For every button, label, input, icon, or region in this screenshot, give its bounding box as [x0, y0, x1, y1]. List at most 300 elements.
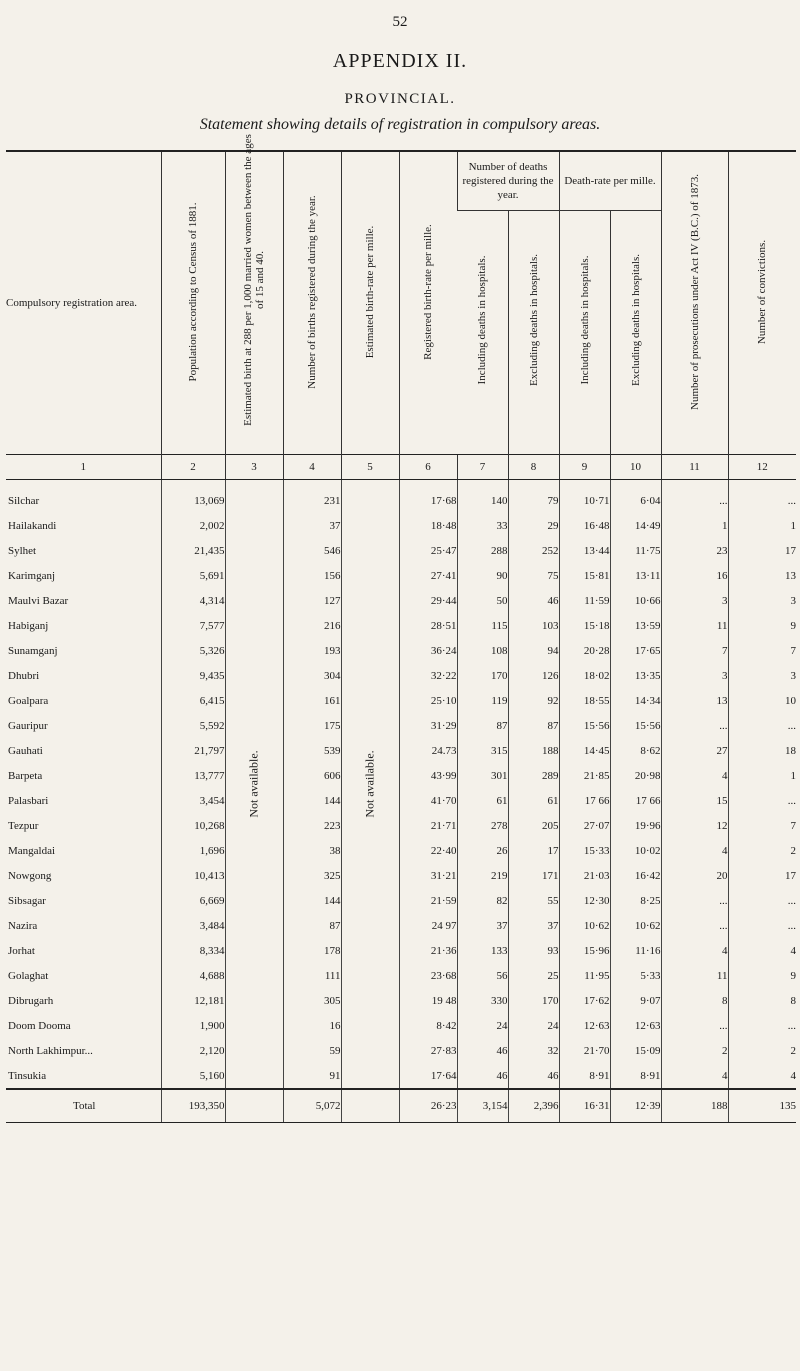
table-cell: ... [661, 713, 728, 738]
table-row [6, 963, 796, 988]
table-cell: 4 [728, 1063, 796, 1089]
table-cell: 5,160 [161, 1063, 225, 1089]
table-cell: 115 [457, 613, 508, 638]
col-num: 9 [559, 455, 610, 480]
table-cell: 11·75 [610, 538, 661, 563]
table-cell: 539 [283, 738, 341, 763]
table-cell: 21·85 [559, 763, 610, 788]
table-cell: ... [728, 888, 796, 913]
table-cell: 19·96 [610, 813, 661, 838]
table-cell: 17 [728, 863, 796, 888]
table-cell: 2 [728, 838, 796, 863]
table-cell: 75 [508, 563, 559, 588]
table-row [6, 788, 796, 813]
table-cell: 17·68 [399, 480, 457, 514]
header-estimated-birth: Estimated birth at 288 per 1,000 married women between the ages of 15 and 40. [225, 151, 283, 455]
table-cell: 20·28 [559, 638, 610, 663]
page-number: 52 [392, 14, 408, 30]
table-cell: 11 [661, 963, 728, 988]
table-cell: 205 [508, 813, 559, 838]
table-cell: 4 [728, 938, 796, 963]
table-row [6, 613, 796, 638]
table-cell: 8·91 [559, 1063, 610, 1089]
table-cell: 278 [457, 813, 508, 838]
table-row [6, 938, 796, 963]
table-cell: 27·41 [399, 563, 457, 588]
table-cell: 21·36 [399, 938, 457, 963]
table-row [6, 663, 796, 688]
table-cell: 126 [508, 663, 559, 688]
table-cell: 59 [283, 1038, 341, 1063]
table-cell: 9,435 [161, 663, 225, 688]
estimated-birth-not-available [225, 480, 283, 1090]
table-cell: 103 [508, 613, 559, 638]
col-num: 8 [508, 455, 559, 480]
table-cell: 127 [283, 588, 341, 613]
table-cell: 31·29 [399, 713, 457, 738]
table-cell: 10·66 [610, 588, 661, 613]
table-body [6, 480, 796, 1123]
table-row [6, 1013, 796, 1038]
total-cell: 12·39 [610, 1089, 661, 1123]
table-cell: 37 [283, 513, 341, 538]
area-name: North Lakhimpur... [8, 1044, 93, 1057]
table-cell: 175 [283, 713, 341, 738]
table-cell: 24 97 [399, 913, 457, 938]
table-cell: 19 48 [399, 988, 457, 1013]
area-name: Nazira [8, 919, 38, 932]
table-cell: ... [728, 1013, 796, 1038]
table-cell: 94 [508, 638, 559, 663]
table-row [6, 588, 796, 613]
table-cell: 10·62 [610, 913, 661, 938]
table-cell: 16 [661, 563, 728, 588]
table-cell: 1,900 [161, 1013, 225, 1038]
table-cell: 46 [457, 1038, 508, 1063]
table-cell: 91 [283, 1063, 341, 1089]
table-cell: 15·56 [559, 713, 610, 738]
table-row [6, 1038, 796, 1063]
table-cell: 24 [508, 1013, 559, 1038]
table-cell: 12,181 [161, 988, 225, 1013]
table-cell: 12 [661, 813, 728, 838]
table-cell: 17·64 [399, 1063, 457, 1089]
estimated-birth-rate-not-available [341, 480, 399, 1090]
area-name: Doom Dooma [8, 1019, 71, 1032]
table-cell: 13·59 [610, 613, 661, 638]
area-name: Habiganj [8, 619, 49, 632]
table-cell: 144 [283, 788, 341, 813]
table-cell: 21,797 [161, 738, 225, 763]
table-row [6, 513, 796, 538]
table-cell: 6,669 [161, 888, 225, 913]
table-cell: 16 [283, 1013, 341, 1038]
table-cell: 21,435 [161, 538, 225, 563]
col-num: 1 [6, 455, 161, 480]
table-cell: 20 [661, 863, 728, 888]
table-cell: 1 [661, 513, 728, 538]
table-cell: 33 [457, 513, 508, 538]
table-cell: 13,069 [161, 480, 225, 514]
table-cell: 8,334 [161, 938, 225, 963]
table-cell: ... [661, 888, 728, 913]
table-cell: 546 [283, 538, 341, 563]
header-deaths-group: Number of deaths registered during the year. [457, 151, 559, 211]
table-cell: 15·96 [559, 938, 610, 963]
table-cell: 7 [728, 813, 796, 838]
table-cell: 4 [661, 938, 728, 963]
table-cell: 4 [661, 1063, 728, 1089]
col-num: 3 [225, 455, 283, 480]
table-cell: 93 [508, 938, 559, 963]
table-cell: 38 [283, 838, 341, 863]
col-num: 4 [283, 455, 341, 480]
table-cell: 171 [508, 863, 559, 888]
header-excl-rate: Excluding deaths in hospitals. [610, 211, 661, 455]
header-births-registered: Number of births registered during the year. [283, 151, 341, 455]
table-cell: 4,688 [161, 963, 225, 988]
table-cell: 1,696 [161, 838, 225, 863]
table-cell: 87 [457, 713, 508, 738]
table-cell: 27·07 [559, 813, 610, 838]
header-death-rate-group: Death-rate per mille. [559, 151, 661, 211]
table-cell: 28·51 [399, 613, 457, 638]
table-cell: 9 [728, 613, 796, 638]
table-cell: 15·81 [559, 563, 610, 588]
total-cell: 2,396 [508, 1089, 559, 1123]
table-row [6, 913, 796, 938]
table-cell: 36·24 [399, 638, 457, 663]
table-cell: 330 [457, 988, 508, 1013]
table-cell: 13·11 [610, 563, 661, 588]
table-cell: 216 [283, 613, 341, 638]
table-cell: 288 [457, 538, 508, 563]
table-cell: 7 [661, 638, 728, 663]
table-cell: 29 [508, 513, 559, 538]
table-cell: 119 [457, 688, 508, 713]
table-cell: 10,268 [161, 813, 225, 838]
total-empty-cell [341, 1089, 399, 1123]
table-cell: 24 [457, 1013, 508, 1038]
table-cell: 304 [283, 663, 341, 688]
area-name: Dibrugarh [8, 994, 54, 1007]
table-cell: 17·65 [610, 638, 661, 663]
total-cell: 26·23 [399, 1089, 457, 1123]
table-cell: 61 [457, 788, 508, 813]
table-cell: 55 [508, 888, 559, 913]
table-cell: 27·83 [399, 1038, 457, 1063]
not-available-label: Not available. [362, 750, 377, 818]
table-cell: 8 [728, 988, 796, 1013]
table-row [6, 638, 796, 663]
table-row [6, 1063, 796, 1089]
table-cell: 18 [728, 738, 796, 763]
table-row [6, 763, 796, 788]
table-cell: 17 66 [610, 788, 661, 813]
table-cell: 3 [661, 588, 728, 613]
table-cell: 133 [457, 938, 508, 963]
area-name: Sibsagar [8, 894, 46, 907]
table-cell: 219 [457, 863, 508, 888]
table-cell: 305 [283, 988, 341, 1013]
header-area: Compulsory registration area. [6, 151, 161, 455]
table-cell: 8·62 [610, 738, 661, 763]
col-num: 11 [661, 455, 728, 480]
col-num: 7 [457, 455, 508, 480]
table-cell: 87 [508, 713, 559, 738]
table-cell: 13 [728, 563, 796, 588]
table-cell: 2,002 [161, 513, 225, 538]
area-name: Tezpur [8, 819, 39, 832]
table-cell: 12·63 [559, 1013, 610, 1038]
table-cell: 31·21 [399, 863, 457, 888]
table-cell: 170 [457, 663, 508, 688]
table-cell: 46 [457, 1063, 508, 1089]
area-name: Jorhat [8, 944, 35, 957]
table-cell: 4 [661, 838, 728, 863]
table-cell: ... [728, 788, 796, 813]
table-cell: 301 [457, 763, 508, 788]
table-cell: 61 [508, 788, 559, 813]
table-cell: 15 [661, 788, 728, 813]
table-cell: 14·45 [559, 738, 610, 763]
section-title: PROVINCIAL. [344, 91, 456, 107]
table-cell: 46 [508, 1063, 559, 1089]
table-cell: 26 [457, 838, 508, 863]
table-cell: 2,120 [161, 1038, 225, 1063]
table-cell: 6,415 [161, 688, 225, 713]
table-cell: 25 [508, 963, 559, 988]
table-row [6, 863, 796, 888]
table-cell: 32·22 [399, 663, 457, 688]
table-cell: 17·62 [559, 988, 610, 1013]
table-cell: 10·02 [610, 838, 661, 863]
table-cell: 606 [283, 763, 341, 788]
table-cell: 156 [283, 563, 341, 588]
table-row [6, 988, 796, 1013]
table-cell: 27 [661, 738, 728, 763]
table-row [6, 480, 796, 514]
total-empty-cell [225, 1089, 283, 1123]
table-cell: 11·16 [610, 938, 661, 963]
table-cell: 1 [728, 763, 796, 788]
table-cell: 315 [457, 738, 508, 763]
total-cell: 188 [661, 1089, 728, 1123]
table-cell: 193 [283, 638, 341, 663]
table-cell: 2 [728, 1038, 796, 1063]
table-cell: 144 [283, 888, 341, 913]
col-num: 10 [610, 455, 661, 480]
table-cell: 18·02 [559, 663, 610, 688]
table-cell: 14·49 [610, 513, 661, 538]
table-cell: 9·07 [610, 988, 661, 1013]
table-cell: 11·95 [559, 963, 610, 988]
total-cell: 193,350 [161, 1089, 225, 1123]
table-cell: ... [728, 913, 796, 938]
header-registered-birth-rate: Registered birth-rate per mille. [399, 151, 457, 455]
table-cell: 5,691 [161, 563, 225, 588]
table-cell: 8 [661, 988, 728, 1013]
table-cell: 6·04 [610, 480, 661, 514]
table-row [6, 563, 796, 588]
table-cell: 289 [508, 763, 559, 788]
table-cell: 8·42 [399, 1013, 457, 1038]
table-cell: 50 [457, 588, 508, 613]
col-num: 2 [161, 455, 225, 480]
area-name: Karimganj [8, 569, 56, 582]
area-name: Dhubri [8, 669, 40, 682]
table-cell: 46 [508, 588, 559, 613]
appendix-title: APPENDIX II. [332, 50, 468, 72]
table-cell: 8·25 [610, 888, 661, 913]
total-row [6, 1089, 796, 1123]
header-incl-deaths: Including deaths in hospitals. [476, 255, 489, 385]
table-cell: 17 66 [559, 788, 610, 813]
table-cell: 231 [283, 480, 341, 514]
area-name: Maulvi Bazar [8, 594, 69, 607]
header-excl-deaths: Excluding deaths in hospitals. [508, 211, 559, 455]
table-cell: 10 [728, 688, 796, 713]
area-name: Gauhati [8, 744, 43, 757]
table-row [6, 838, 796, 863]
table-cell: 10·62 [559, 913, 610, 938]
table-cell: 25·10 [399, 688, 457, 713]
table-cell: 15·56 [610, 713, 661, 738]
col-num: 12 [728, 455, 796, 480]
table-cell: 10·71 [559, 480, 610, 514]
table-cell: 11·59 [559, 588, 610, 613]
area-name: Tinsukia [8, 1069, 47, 1082]
table-cell: 170 [508, 988, 559, 1013]
table-cell: 21·59 [399, 888, 457, 913]
table-row [6, 738, 796, 763]
table-cell: 43·99 [399, 763, 457, 788]
header-population: Population according to Census of 1881. [161, 151, 225, 455]
table-cell: 3,454 [161, 788, 225, 813]
table-cell: ... [728, 480, 796, 514]
total-cell: 135 [728, 1089, 796, 1123]
table-row [6, 888, 796, 913]
header-prosecutions: Number of prosecutions under Act IV (B.C.) of 1873. [661, 151, 728, 455]
table-cell: 37 [508, 913, 559, 938]
table-cell: 111 [283, 963, 341, 988]
table-cell: 15·09 [610, 1038, 661, 1063]
table-cell: 15·33 [559, 838, 610, 863]
table-row [6, 688, 796, 713]
table-cell: 10,413 [161, 863, 225, 888]
table-cell: 21·70 [559, 1038, 610, 1063]
table-cell: 79 [508, 480, 559, 514]
table-cell: 3,484 [161, 913, 225, 938]
table-cell: 12·30 [559, 888, 610, 913]
table-cell: 90 [457, 563, 508, 588]
header-estimated-birth-rate: Estimated birth-rate per mille. [341, 151, 399, 455]
area-name: Sunamganj [8, 644, 58, 657]
area-name: Gauripur [8, 719, 48, 732]
table-cell: 14·34 [610, 688, 661, 713]
statement-title: Statement showing details of registration in compulsory areas. [199, 116, 601, 133]
not-available-label: Not available. [246, 750, 261, 818]
col-num: 6 [399, 455, 457, 480]
table-cell: 16·42 [610, 863, 661, 888]
table-cell: 56 [457, 963, 508, 988]
table-cell: 12·63 [610, 1013, 661, 1038]
table-cell: 325 [283, 863, 341, 888]
table-cell: 188 [508, 738, 559, 763]
table-cell: 178 [283, 938, 341, 963]
table-cell: 22·40 [399, 838, 457, 863]
table-cell: 15·18 [559, 613, 610, 638]
table-cell: 13·35 [610, 663, 661, 688]
table-cell: 161 [283, 688, 341, 713]
area-name: Nowgong [8, 869, 52, 882]
table-cell: 108 [457, 638, 508, 663]
area-name: Golaghat [8, 969, 49, 982]
area-name: Mangaldai [8, 844, 56, 857]
total-label: Total [6, 1089, 161, 1123]
table-cell: 23·68 [399, 963, 457, 988]
table-row [6, 713, 796, 738]
table-cell: 5·33 [610, 963, 661, 988]
table-cell: 21·03 [559, 863, 610, 888]
table-cell: 13,777 [161, 763, 225, 788]
col-num: 5 [341, 455, 399, 480]
table-cell: 1 [728, 513, 796, 538]
table-cell: 4,314 [161, 588, 225, 613]
table-cell: 18·48 [399, 513, 457, 538]
table-cell: 5,592 [161, 713, 225, 738]
table-cell: 5,326 [161, 638, 225, 663]
table-cell: 25·47 [399, 538, 457, 563]
table-row [6, 538, 796, 563]
table-row [6, 813, 796, 838]
table-cell: 37 [457, 913, 508, 938]
area-name: Silchar [8, 494, 40, 507]
table-cell: ... [661, 1013, 728, 1038]
table-cell: 24.73 [399, 738, 457, 763]
table-cell: 82 [457, 888, 508, 913]
table-cell: 3 [661, 663, 728, 688]
area-name: Sylhet [8, 544, 37, 557]
total-cell: 16·31 [559, 1089, 610, 1123]
table-cell: 16·48 [559, 513, 610, 538]
table-cell: 17 [728, 538, 796, 563]
table-cell: 140 [457, 480, 508, 514]
table-cell: 7,577 [161, 613, 225, 638]
total-cell: 3,154 [457, 1089, 508, 1123]
blank-page-area [0, 1180, 800, 1371]
area-name: Goalpara [8, 694, 49, 707]
table-cell: 3 [728, 588, 796, 613]
column-number-row [6, 455, 796, 480]
table-cell: 20·98 [610, 763, 661, 788]
table-cell: ... [728, 713, 796, 738]
table-cell: 13·44 [559, 538, 610, 563]
table-cell: 21·71 [399, 813, 457, 838]
table-cell: 252 [508, 538, 559, 563]
table-cell: 87 [283, 913, 341, 938]
area-name: Palasbari [8, 794, 49, 807]
table-cell: 13 [661, 688, 728, 713]
header-convictions: Number of convictions. [728, 151, 796, 455]
area-name: Barpeta [8, 769, 43, 782]
table-cell: 2 [661, 1038, 728, 1063]
table-cell: 18·55 [559, 688, 610, 713]
table-cell: 4 [661, 763, 728, 788]
header-incl-rate: Including deaths in hospitals. [559, 211, 610, 455]
table-cell: ... [661, 480, 728, 514]
table-cell: 17 [508, 838, 559, 863]
